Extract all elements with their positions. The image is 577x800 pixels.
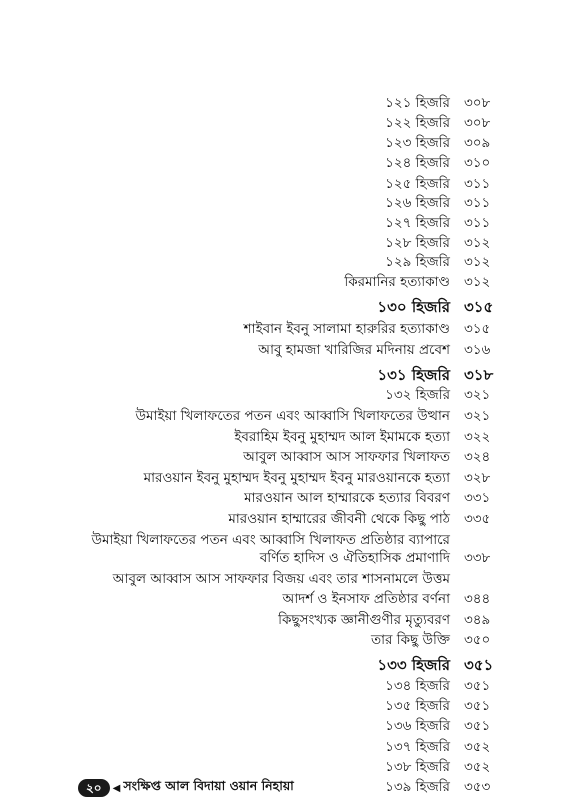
- toc-entry-page: ৩৫১: [464, 718, 491, 734]
- toc-entry-title: ১৩৯ হিজরি: [385, 779, 450, 795]
- toc-entry-title: উমাইয়া খিলাফতের পতন এবং আব্বাসি খিলাফত প্রতিষ্ঠার ব্যাপারে: [91, 532, 450, 548]
- toc-entry-page: ৩৩৫: [464, 511, 491, 527]
- toc-entry: [0, 93, 577, 113]
- toc-entry: [0, 233, 577, 253]
- toc-entry-title: মারওয়ান ইবনু মুহাম্মদ ইবনু মুহাম্মদ ইবনু মারওয়ানকে হত্যা: [143, 470, 450, 486]
- toc-entry: [0, 252, 577, 272]
- toc-entry-page: ৩১১: [464, 215, 491, 231]
- toc-entry-title: আদর্শ ও ইনসাফ প্রতিষ্ঠার বর্ণনা: [282, 591, 450, 607]
- toc-entry-title: আবু হামজা খারিজির মদিনায় প্রবেশ: [258, 342, 450, 358]
- toc-entry-title: ১২২ হিজরি: [385, 115, 450, 131]
- toc-entry-title: ১২৭ হিজরি: [385, 215, 450, 231]
- toc-entry-page: ৩৫৩: [464, 779, 491, 795]
- page-number: ২০: [78, 779, 110, 797]
- toc-entry-page: ৩০৮: [464, 115, 491, 131]
- toc-entry-page: ৩২১: [464, 408, 491, 424]
- toc-entry-page: ৩১২: [464, 274, 491, 290]
- toc-entry-page: ৩১১: [464, 176, 491, 192]
- toc-entry-title: কিছুসংখ্যক জ্ঞানীগুণীর মৃত্যুবরণ: [278, 612, 450, 628]
- toc-entry-title: শাইবান ইবনু সালামা হারুরির হত্যাকাণ্ড: [243, 321, 450, 337]
- toc-entry-page: ৩৩৮: [464, 550, 491, 566]
- toc-entry-page: ৩১৬: [464, 342, 491, 358]
- toc-entry-page: ৩০৯: [464, 135, 491, 151]
- toc-entry: [0, 133, 577, 153]
- toc-entry: [0, 319, 577, 339]
- page-footer: [78, 778, 294, 798]
- toc-entry-page: ৩৫১: [464, 656, 494, 674]
- toc-entry-title: আবুল আব্বাস আস সাফফার বিজয় এবং তার শাসনামলে উত্তম: [112, 571, 450, 587]
- toc-entry: [0, 569, 577, 589]
- toc-entry: [0, 509, 577, 529]
- toc-entry-title: ১২১ হিজরি: [385, 95, 450, 111]
- toc-entry: [0, 406, 577, 426]
- toc-entry: [0, 530, 577, 550]
- toc-entry: [0, 716, 577, 736]
- toc-entry-page: ৩১১: [464, 195, 491, 211]
- toc-entry-page: ৩৫১: [464, 698, 491, 714]
- toc-entry-page: ৩১২: [464, 235, 491, 251]
- toc-entry: [0, 589, 577, 609]
- toc-entry-page: ৩৫২: [464, 739, 491, 755]
- toc-entry-title: ১২৮ হিজরি: [385, 235, 450, 251]
- toc-entry-page: ৩১৫: [464, 321, 491, 337]
- toc-entry-title: উমাইয়া খিলাফতের পতন এবং আব্বাসি খিলাফতের উত্থান: [135, 408, 450, 424]
- toc-entry-title: মারওয়ান আল হাম্মারকে হত্যার বিবরণ: [244, 490, 450, 506]
- toc-entry: [0, 548, 577, 568]
- book-title: সংক্ষিপ্ত আল বিদায়া ওয়ান নিহায়া: [123, 778, 294, 793]
- toc-entry-title: ১৩৩ হিজরি: [377, 656, 450, 674]
- toc-entry: [0, 468, 577, 488]
- toc-entry-page: ৩০৮: [464, 95, 491, 111]
- toc-entry-page: ৩৩১: [464, 490, 491, 506]
- toc-entry-title: ১৩৪ হিজরি: [385, 678, 450, 694]
- toc-entry: [0, 427, 577, 447]
- toc-entry: [0, 272, 577, 292]
- toc-entry-title: আবুল আব্বাস আস সাফফার খিলাফত: [243, 449, 450, 465]
- toc-entry: [0, 696, 577, 716]
- toc-entry-title: ১৩২ হিজরি: [385, 387, 450, 403]
- toc-entry-page: ৩২৪: [464, 449, 491, 465]
- toc-section-heading: [0, 655, 577, 675]
- toc-entry: [0, 193, 577, 213]
- toc-entry-title: ১২৯ হিজরি: [385, 254, 450, 270]
- toc-entry-page: ৩১৫: [464, 298, 494, 316]
- toc-entry-title: ১৩৬ হিজরি: [385, 718, 450, 734]
- toc-entry: [0, 385, 577, 405]
- toc-entry-title: ১৩১ হিজরি: [377, 366, 450, 384]
- toc-entry: [0, 447, 577, 467]
- toc-entry-title: ১২৫ হিজরি: [385, 176, 450, 192]
- toc-entry-page: ৩৫১: [464, 678, 491, 694]
- toc-entry-title: মারওয়ান হাম্মারের জীবনী থেকে কিছু পাঠ: [228, 511, 450, 527]
- toc-entry-title: কিরমানির হত্যাকাণ্ড: [344, 274, 450, 290]
- toc-entry: [0, 153, 577, 173]
- toc-entry-page: ৩২১: [464, 387, 491, 403]
- toc-entry-title: ১২৪ হিজরি: [385, 155, 450, 171]
- toc-entry: [0, 213, 577, 233]
- toc-entry-page: ৩৪৪: [464, 591, 491, 607]
- toc-entry-page: ৩৫০: [464, 632, 491, 648]
- toc-entry: [0, 610, 577, 630]
- toc-entry-title: ১২৩ হিজরি: [385, 135, 450, 151]
- toc-entry-title: ইবরাহিম ইবনু মুহাম্মদ আল ইমামকে হত্যা: [234, 429, 450, 445]
- toc-entry: [0, 737, 577, 757]
- toc-section-heading: [0, 297, 577, 317]
- toc-entry: [0, 630, 577, 650]
- toc-entry: [0, 676, 577, 696]
- toc-entry-page: ৩১৮: [464, 366, 494, 384]
- toc-entry: [0, 340, 577, 360]
- toc-entry-page: ৩১২: [464, 254, 491, 270]
- toc-entry: [0, 488, 577, 508]
- toc-entry-title: ১৩০ হিজরি: [377, 298, 450, 316]
- toc-entry: [0, 757, 577, 777]
- toc-entry-page: ৩২২: [464, 429, 491, 445]
- toc-entry-title: ১৩৭ হিজরি: [385, 739, 450, 755]
- toc-entry-title: ১২৬ হিজরি: [385, 195, 450, 211]
- left-arrow-icon: ◀: [112, 782, 121, 794]
- toc-entry-title: বর্ণিত হাদিস ও ঐতিহাসিক প্রমাণাদি: [259, 550, 450, 566]
- toc-entry: [0, 113, 577, 133]
- toc-entry-title: ১৩৮ হিজরি: [385, 759, 450, 775]
- toc-entry-title: তার কিছু উক্তি: [370, 632, 450, 648]
- toc-entry-page: ৩৪৯: [464, 612, 491, 628]
- toc-entry-page: ৩১০: [464, 155, 491, 171]
- toc-entry-title: ১৩৫ হিজরি: [385, 698, 450, 714]
- toc-section-heading: [0, 365, 577, 385]
- toc-entry-page: ৩৫২: [464, 759, 491, 775]
- toc-entry: [0, 174, 577, 194]
- toc-entry-page: ৩২৮: [464, 470, 491, 486]
